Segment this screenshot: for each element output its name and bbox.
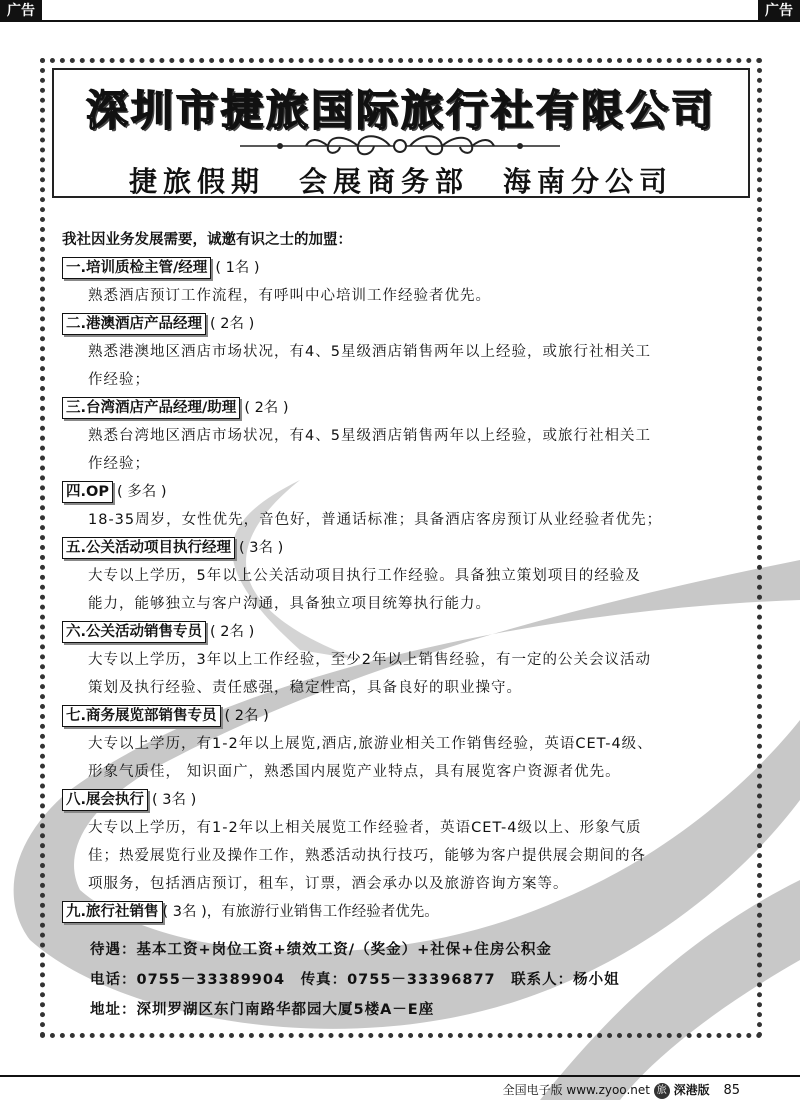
position-heading [62,898,742,926]
position-heading [62,786,742,814]
position-title: 九.旅行社销售 [62,901,163,923]
benefits-section [90,935,730,1025]
ornament-divider-icon [240,133,560,159]
subtitle [52,160,750,200]
position-count: ( 2名 ) [210,624,255,640]
position-description: 作经验； [88,456,150,472]
position-title: 二.港澳酒店产品经理 [62,313,206,335]
position-description: 熟悉台湾地区酒店市场状况，有4、5星级酒店销售两年以上经验，或旅行社相关工 [88,428,651,444]
subtitle-part: 会展商务部 [298,165,469,198]
position-description: 大专以上学历，3年以上工作经验，至少2年以上销售经验，有一定的公关会议活动 [88,652,651,668]
position-heading [62,534,742,562]
position-description: 大专以上学历，有1-2年以上相关展览工作经验者，英语CET-4级以上、形象气质 [88,820,642,836]
intro-text: 我社因业务发展需要，诚邀有识之士的加盟： [62,232,352,248]
position-heading [62,478,742,506]
position-description: 项服务，包括酒店预订，租车，订票，酒会承办以及旅游咨询方案等。 [88,876,569,892]
position-title: 七.商务展览部销售专员 [62,705,221,727]
position-title: 八.展会执行 [62,789,148,811]
position-count: ( 3名 ) [239,540,284,556]
position-count: ( 3名 )，有旅游行业销售工作经验者优先。 [162,904,439,920]
footer-edition: 深港版 [673,1083,710,1097]
position-description: 策划及执行经验、责任感强，稳定性高，具备良好的职业操守。 [88,680,522,696]
ad-tag-right: 广告 [758,0,800,22]
page-number: 85 [723,1083,740,1098]
position-title: 五.公关活动项目执行经理 [62,537,235,559]
position-count: ( 2名 ) [210,316,255,332]
position-count: ( 2名 ) [244,400,289,416]
position-count: ( 1名 ) [215,260,260,276]
position-count: ( 2名 ) [224,708,269,724]
company-name: 深圳市捷旅国际旅行社有限公司 [85,86,716,135]
subtitle-part: 捷旅假期 [128,165,265,198]
position-description: 熟悉酒店预订工作流程，有呼叫中心培训工作经验者优先。 [88,288,491,304]
footer-site-label: 全国电子版 www.zyoo.net [502,1083,650,1097]
subtitle-part: 海南分公司 [503,165,674,198]
position-heading [62,254,742,282]
footer [503,1081,740,1099]
position-title: 一.培训质检主管/经理 [62,257,211,279]
position-description: 能力，能够独立与客户沟通，具备独立项目统筹执行能力。 [88,596,491,612]
position-title: 四.OP [62,481,113,503]
position-heading [62,310,742,338]
benefits-pay: 待遇：基本工资+岗位工资+绩效工资/（奖金）+社保+住房公积金 [90,942,552,958]
position-heading [62,702,742,730]
position-description: 大专以上学历，5年以上公关活动项目执行工作经验。具备独立策划项目的经验及 [88,568,641,584]
position-description: 形象气质佳， 知识面广，熟悉国内展览产业特点，具有展览客户资源者优先。 [88,764,621,780]
footer-rule [0,1075,800,1077]
position-description: 作经验； [88,372,150,388]
edition-badge-icon: 旅 [654,1083,670,1099]
position-count: ( 3名 ) [152,792,197,808]
position-heading [62,394,742,422]
address-line: 地址：深圳罗湖区东门南路华都园大厦5楼A－E座 [90,1002,435,1018]
job-listing [62,226,742,926]
position-description: 熟悉港澳地区酒店市场状况，有4、5星级酒店销售两年以上经验，或旅行社相关工 [88,344,651,360]
ad-tag-left: 广告 [0,0,42,22]
position-description: 18-35周岁，女性优先，音色好，普通话标准；具备酒店客房预订从业经验者优先； [88,512,663,528]
contact-line: 电话：0755－33389904 传真：0755－33396877 联系人：杨小姐 [90,972,620,988]
position-description: 大专以上学历，有1-2年以上展览,酒店,旅游业相关工作销售经验，英语CET-4级、 [88,736,653,752]
position-count: ( 多名 ) [116,484,167,500]
position-title: 三.台湾酒店产品经理/助理 [62,397,240,419]
position-title: 六.公关活动销售专员 [62,621,206,643]
positions-list [62,254,742,898]
position-heading [62,618,742,646]
position-description: 佳；热爱展览行业及操作工作，熟悉活动执行技巧，能够为客户提供展会期间的各 [88,848,646,864]
